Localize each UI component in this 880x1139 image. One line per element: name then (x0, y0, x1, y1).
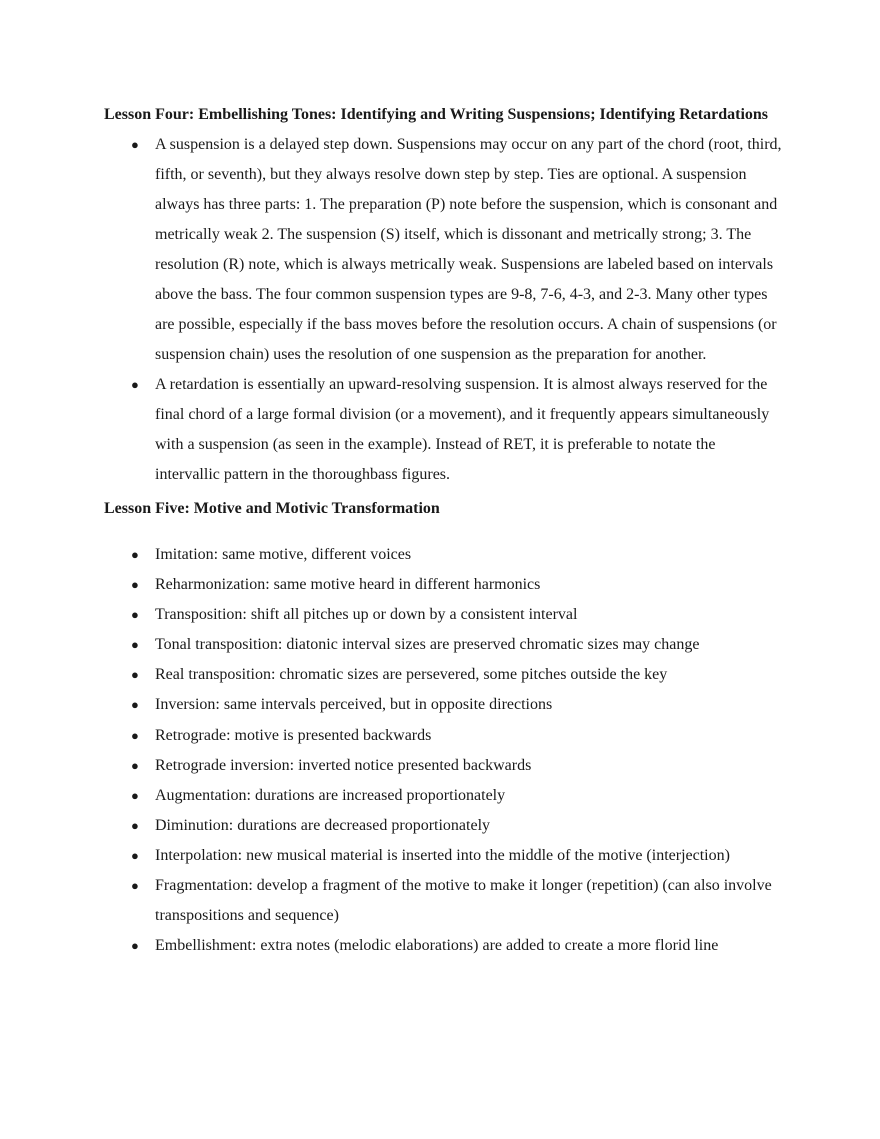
document-page (104, 100, 784, 961)
list-item-text: A suspension is a delayed step down. Suspensions may occur on any part of the chord (root, third, fifth, or seventh), but they always resolve down step by step. Ties are optional. A suspension always has three parts: 1. The preparation (P) note before the suspension, which is consonant and metrically weak 2. The suspension (S) itself, which is dissonant and metrically strong; 3. The resolution (R) note, which is always metrically weak. Suspensions are labeled based on intervals above the bass. The four common suspension types are 9-8, 7-6, 4-3, and 2-3. Many other types are possible, especially if the bass moves before the resolution occurs. A chain of suspensions (or suspension chain) uses the resolution of one suspension as the preparation for another. (155, 136, 782, 363)
list-item-text: Retrograde inversion: inverted notice presented backwards (155, 756, 532, 774)
list-item (104, 871, 784, 931)
lesson-five-heading: Lesson Five: Motive and Motivic Transformation (104, 500, 440, 517)
bullet-icon: ● (131, 137, 139, 152)
list-item (104, 781, 784, 811)
list-item (104, 130, 784, 370)
list-item (104, 370, 784, 490)
list-item (104, 660, 784, 690)
bullet-icon: ● (131, 757, 139, 773)
list-item-text: A retardation is essentially an upward-resolving suspension. It is almost always reserved for the final chord of a large formal division (or a movement), and it frequently appears simultaneously with a suspension (as seen in the example). Instead of RET, it is preferable to notate the intervallic pattern in the thoroughbass figures. (155, 376, 770, 483)
list-item (104, 600, 784, 630)
list-item (104, 841, 784, 871)
bullet-icon: ● (131, 377, 139, 392)
list-item (104, 540, 784, 570)
lesson-four-heading: Lesson Four: Embellishing Tones: Identifying and Writing Suspensions; Identifying Retardations (104, 106, 769, 123)
list-item-text: Reharmonization: same motive heard in different harmonics (155, 576, 541, 594)
list-item-text: Interpolation: new musical material is inserted into the middle of the motive (interjection) (155, 846, 730, 864)
lesson-five-list (104, 540, 784, 961)
bullet-icon: ● (131, 787, 139, 803)
bullet-icon: ● (131, 817, 139, 833)
list-item-text: Tonal transposition: diatonic interval sizes are preserved chromatic sizes may change (155, 636, 700, 654)
bullet-icon: ● (131, 637, 139, 653)
list-item (104, 811, 784, 841)
list-item-text: Fragmentation: develop a fragment of the motive to make it longer (repetition) (can also involve transpositions and sequence) (155, 877, 772, 925)
bullet-icon: ● (131, 878, 139, 894)
list-item-text: Embellishment: extra notes (melodic elaborations) are added to create a more florid line (155, 937, 719, 955)
list-item-text: Augmentation: durations are increased proportionately (155, 786, 506, 804)
bullet-icon: ● (131, 727, 139, 743)
list-item-text: Inversion: same intervals perceived, but in opposite directions (155, 696, 553, 714)
list-item (104, 721, 784, 751)
list-item-text: Diminution: durations are decreased proportionately (155, 816, 491, 834)
list-item-text: Imitation: same motive, different voices (155, 546, 412, 563)
bullet-icon: ● (131, 847, 139, 863)
bullet-icon: ● (131, 938, 139, 954)
list-item-text: Real transposition: chromatic sizes are persevered, some pitches outside the key (155, 666, 668, 684)
lesson-four-list (104, 130, 784, 490)
bullet-icon: ● (131, 667, 139, 683)
list-item (104, 630, 784, 660)
list-item-text: Retrograde: motive is presented backwards (155, 726, 432, 744)
list-item (104, 931, 784, 961)
list-item (104, 751, 784, 781)
bullet-icon: ● (131, 577, 139, 593)
list-item (104, 690, 784, 720)
bullet-icon: ● (131, 607, 139, 623)
bullet-icon: ● (131, 547, 139, 562)
bullet-icon: ● (131, 697, 139, 713)
list-item (104, 570, 784, 600)
list-item-text: Transposition: shift all pitches up or down by a consistent interval (155, 606, 578, 624)
